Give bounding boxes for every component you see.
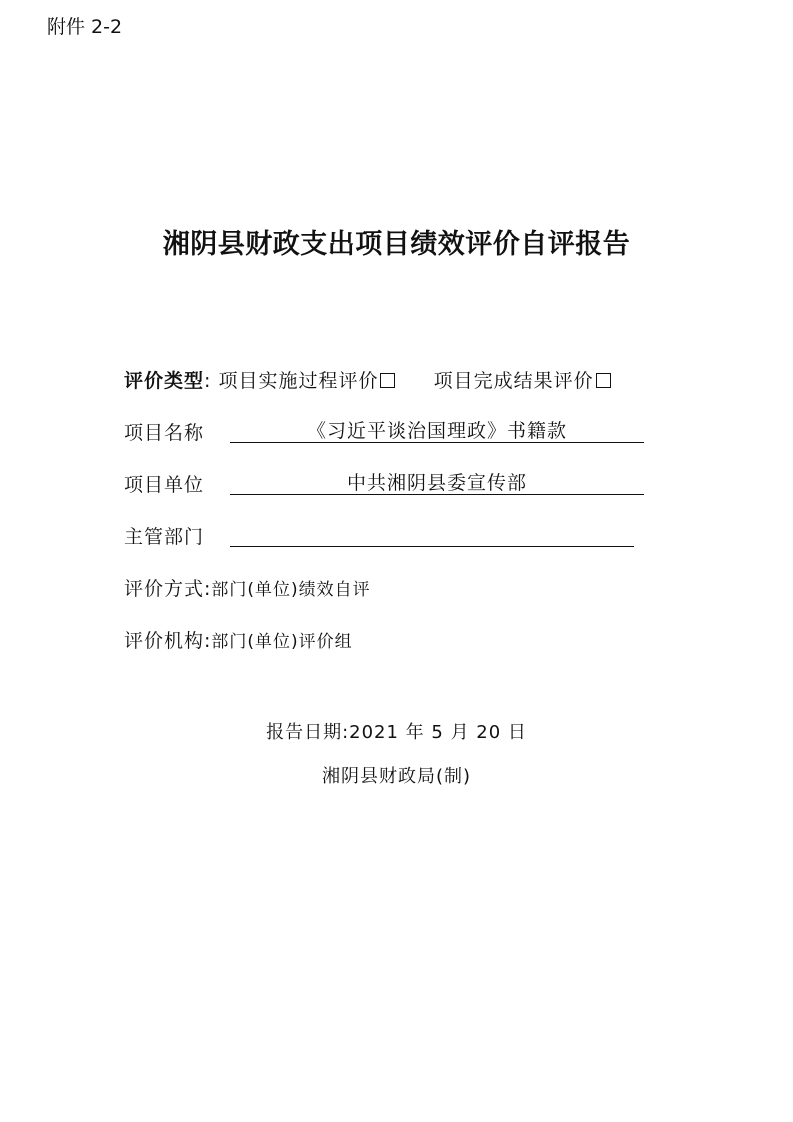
report-title: 湘阴县财政支出项目绩效评价自评报告 <box>162 229 631 260</box>
project-name-label: 项目名称 <box>124 422 205 444</box>
eval-org-row <box>124 626 353 653</box>
option-process-eval-label: 项目实施过程评价 <box>218 370 379 392</box>
project-unit-label: 项目单位 <box>124 474 205 496</box>
attachment-label: 附件 2-2 <box>47 16 123 38</box>
eval-method-value: 部门(单位)绩效自评 <box>211 580 371 600</box>
eval-type-row <box>124 366 611 393</box>
report-date: 报告日期:2021 年 5 月 20 日 <box>266 722 527 743</box>
option-result-eval-label: 项目完成结果评价 <box>433 370 594 392</box>
project-unit-field: 中共湘阴县委宣传部 <box>230 468 644 495</box>
project-name-field: 《习近平谈治国理政》书籍款 <box>230 416 644 443</box>
eval-type-separator: : <box>204 370 212 392</box>
eval-org-value: 部门(单位)评价组 <box>211 632 353 652</box>
supervising-dept-field <box>230 520 634 547</box>
eval-org-label: 评价机构: <box>124 630 212 652</box>
eval-method-label: 评价方式: <box>124 578 212 600</box>
option-result-eval-checkbox[interactable] <box>596 373 611 388</box>
eval-method-row <box>124 574 371 601</box>
issuer: 湘阴县财政局(制) <box>321 766 472 787</box>
option-process-eval-checkbox[interactable] <box>380 373 395 388</box>
supervising-dept-label: 主管部门 <box>124 526 205 548</box>
eval-type-label: 评价类型 <box>124 370 205 392</box>
